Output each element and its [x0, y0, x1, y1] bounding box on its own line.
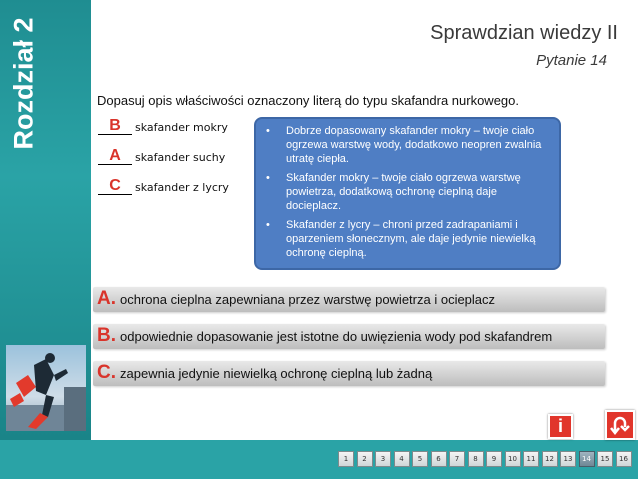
page-button-9[interactable]: 9 — [486, 451, 502, 467]
page-button-14[interactable]: 14 — [579, 451, 595, 467]
page-button-3[interactable]: 3 — [375, 451, 391, 467]
match-label: skafander z lycry — [135, 181, 229, 194]
match-label: skafander mokry — [135, 121, 228, 134]
diver-photo — [6, 345, 86, 431]
page-button-10[interactable]: 10 — [505, 451, 521, 467]
question-number: Pytanie 14 — [536, 52, 607, 69]
page-button-16[interactable]: 16 — [616, 451, 632, 467]
page-title: Sprawdzian wiedzy II — [430, 22, 618, 44]
chapter-title — [8, 8, 40, 158]
answer-text: zapewnia jedynie niewielką ochronę cieplną lub żadną — [120, 366, 433, 381]
match-answer-slot[interactable]: C — [98, 178, 132, 195]
page-button-6[interactable]: 6 — [431, 451, 447, 467]
answer-option-b[interactable] — [93, 324, 605, 349]
match-label: skafander suchy — [135, 151, 226, 164]
info-list — [264, 124, 553, 260]
page-button-4[interactable]: 4 — [394, 451, 410, 467]
return-button[interactable] — [605, 410, 635, 440]
page-button-1[interactable]: 1 — [338, 451, 354, 467]
chapter-title-text: Rozdział 2 — [8, 16, 39, 150]
info-item: • Skafander mokry – twoje ciało ogrzewa warstwę powietrza, dodatkową ochronę cieplną daje docieplacz. — [264, 171, 553, 213]
page-button-13[interactable]: 13 — [560, 451, 576, 467]
answer-letter: B. — [97, 325, 116, 346]
answer-letter: A. — [97, 288, 116, 309]
diver-illustration — [6, 345, 86, 431]
return-arrow-icon — [607, 412, 633, 438]
info-box — [254, 117, 561, 270]
match-answer-slot[interactable]: A — [98, 148, 132, 165]
pagination — [338, 451, 634, 469]
page-button-12[interactable]: 12 — [542, 451, 558, 467]
answer-option-a[interactable] — [93, 287, 605, 312]
answer-letter: C. — [97, 362, 116, 383]
match-answer-slot[interactable]: B — [98, 118, 132, 135]
sidebar — [0, 0, 91, 440]
page-button-8[interactable]: 8 — [468, 451, 484, 467]
question-text: Dopasuj opis właściwości oznaczony literą do typu skafandra nurkowego. — [97, 93, 519, 108]
page-button-5[interactable]: 5 — [412, 451, 428, 467]
answer-option-c[interactable] — [93, 361, 605, 386]
info-button[interactable]: i — [548, 414, 573, 439]
page-button-2[interactable]: 2 — [357, 451, 373, 467]
info-item: • Dobrze dopasowany skafander mokry – twoje ciało ogrzewa warstwę wody, dodatkowo neopren zwalnia utratę ciepła. — [264, 124, 553, 166]
page-button-11[interactable]: 11 — [523, 451, 539, 467]
page-button-15[interactable]: 15 — [597, 451, 613, 467]
answer-text: ochrona cieplna zapewniana przez warstwę powietrza i ocieplacz — [120, 292, 496, 307]
answer-text: odpowiednie dopasowanie jest istotne do uwięzienia wody pod skafandrem — [120, 329, 553, 344]
page-button-7[interactable]: 7 — [449, 451, 465, 467]
info-item: • Skafander z lycry – chroni przed zadrapaniami i oparzeniem słonecznym, ale daje jedynie niewielką ochronę cieplną. — [264, 218, 553, 260]
